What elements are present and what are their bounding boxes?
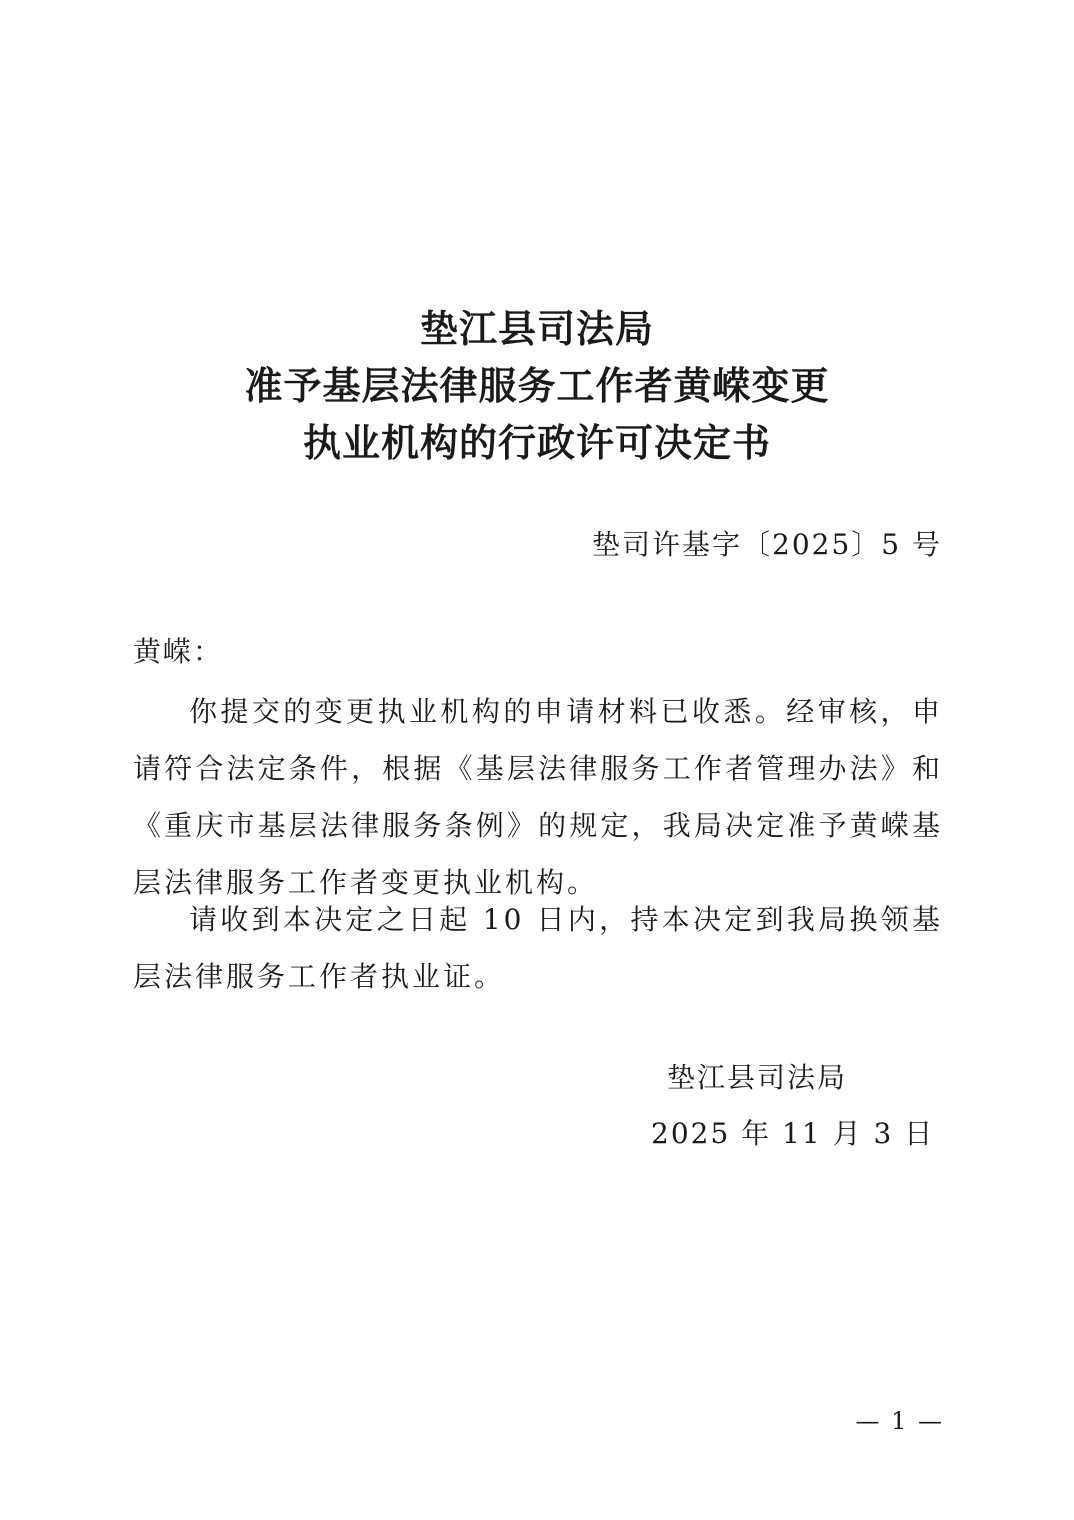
salutation: 黄嵘： [133, 635, 224, 668]
body-paragraph-decision: 你提交的变更执业机构的申请材料已收悉。经审核，申请符合法定条件，根据《基层法律服务工作者管理办法》和《重庆市基层法律服务条例》的规定，我局决定准予黄嵘基层法律服务工作者变更执业机构。 [133, 695, 943, 899]
issuer-signature: 垫江县司法局 [667, 1061, 848, 1094]
issue-date: 2025 年 11 月 3 日 [651, 1117, 935, 1150]
document-number: 垫司许基字〔2025〕5 号 [592, 528, 942, 561]
document-title [0, 300, 1074, 471]
page-number: — 1 — [855, 1407, 944, 1435]
title-line-issuer: 垫江县司法局 [419, 306, 654, 351]
title-line-subject: 准予基层法律服务工作者黄嵘变更 [244, 363, 830, 408]
body-paragraph-instruction: 请收到本决定之日起 10 日内，持本决定到我局换领基层法律服务工作者执业证。 [133, 903, 943, 993]
title-line-type: 执业机构的行政许可决定书 [302, 420, 771, 465]
